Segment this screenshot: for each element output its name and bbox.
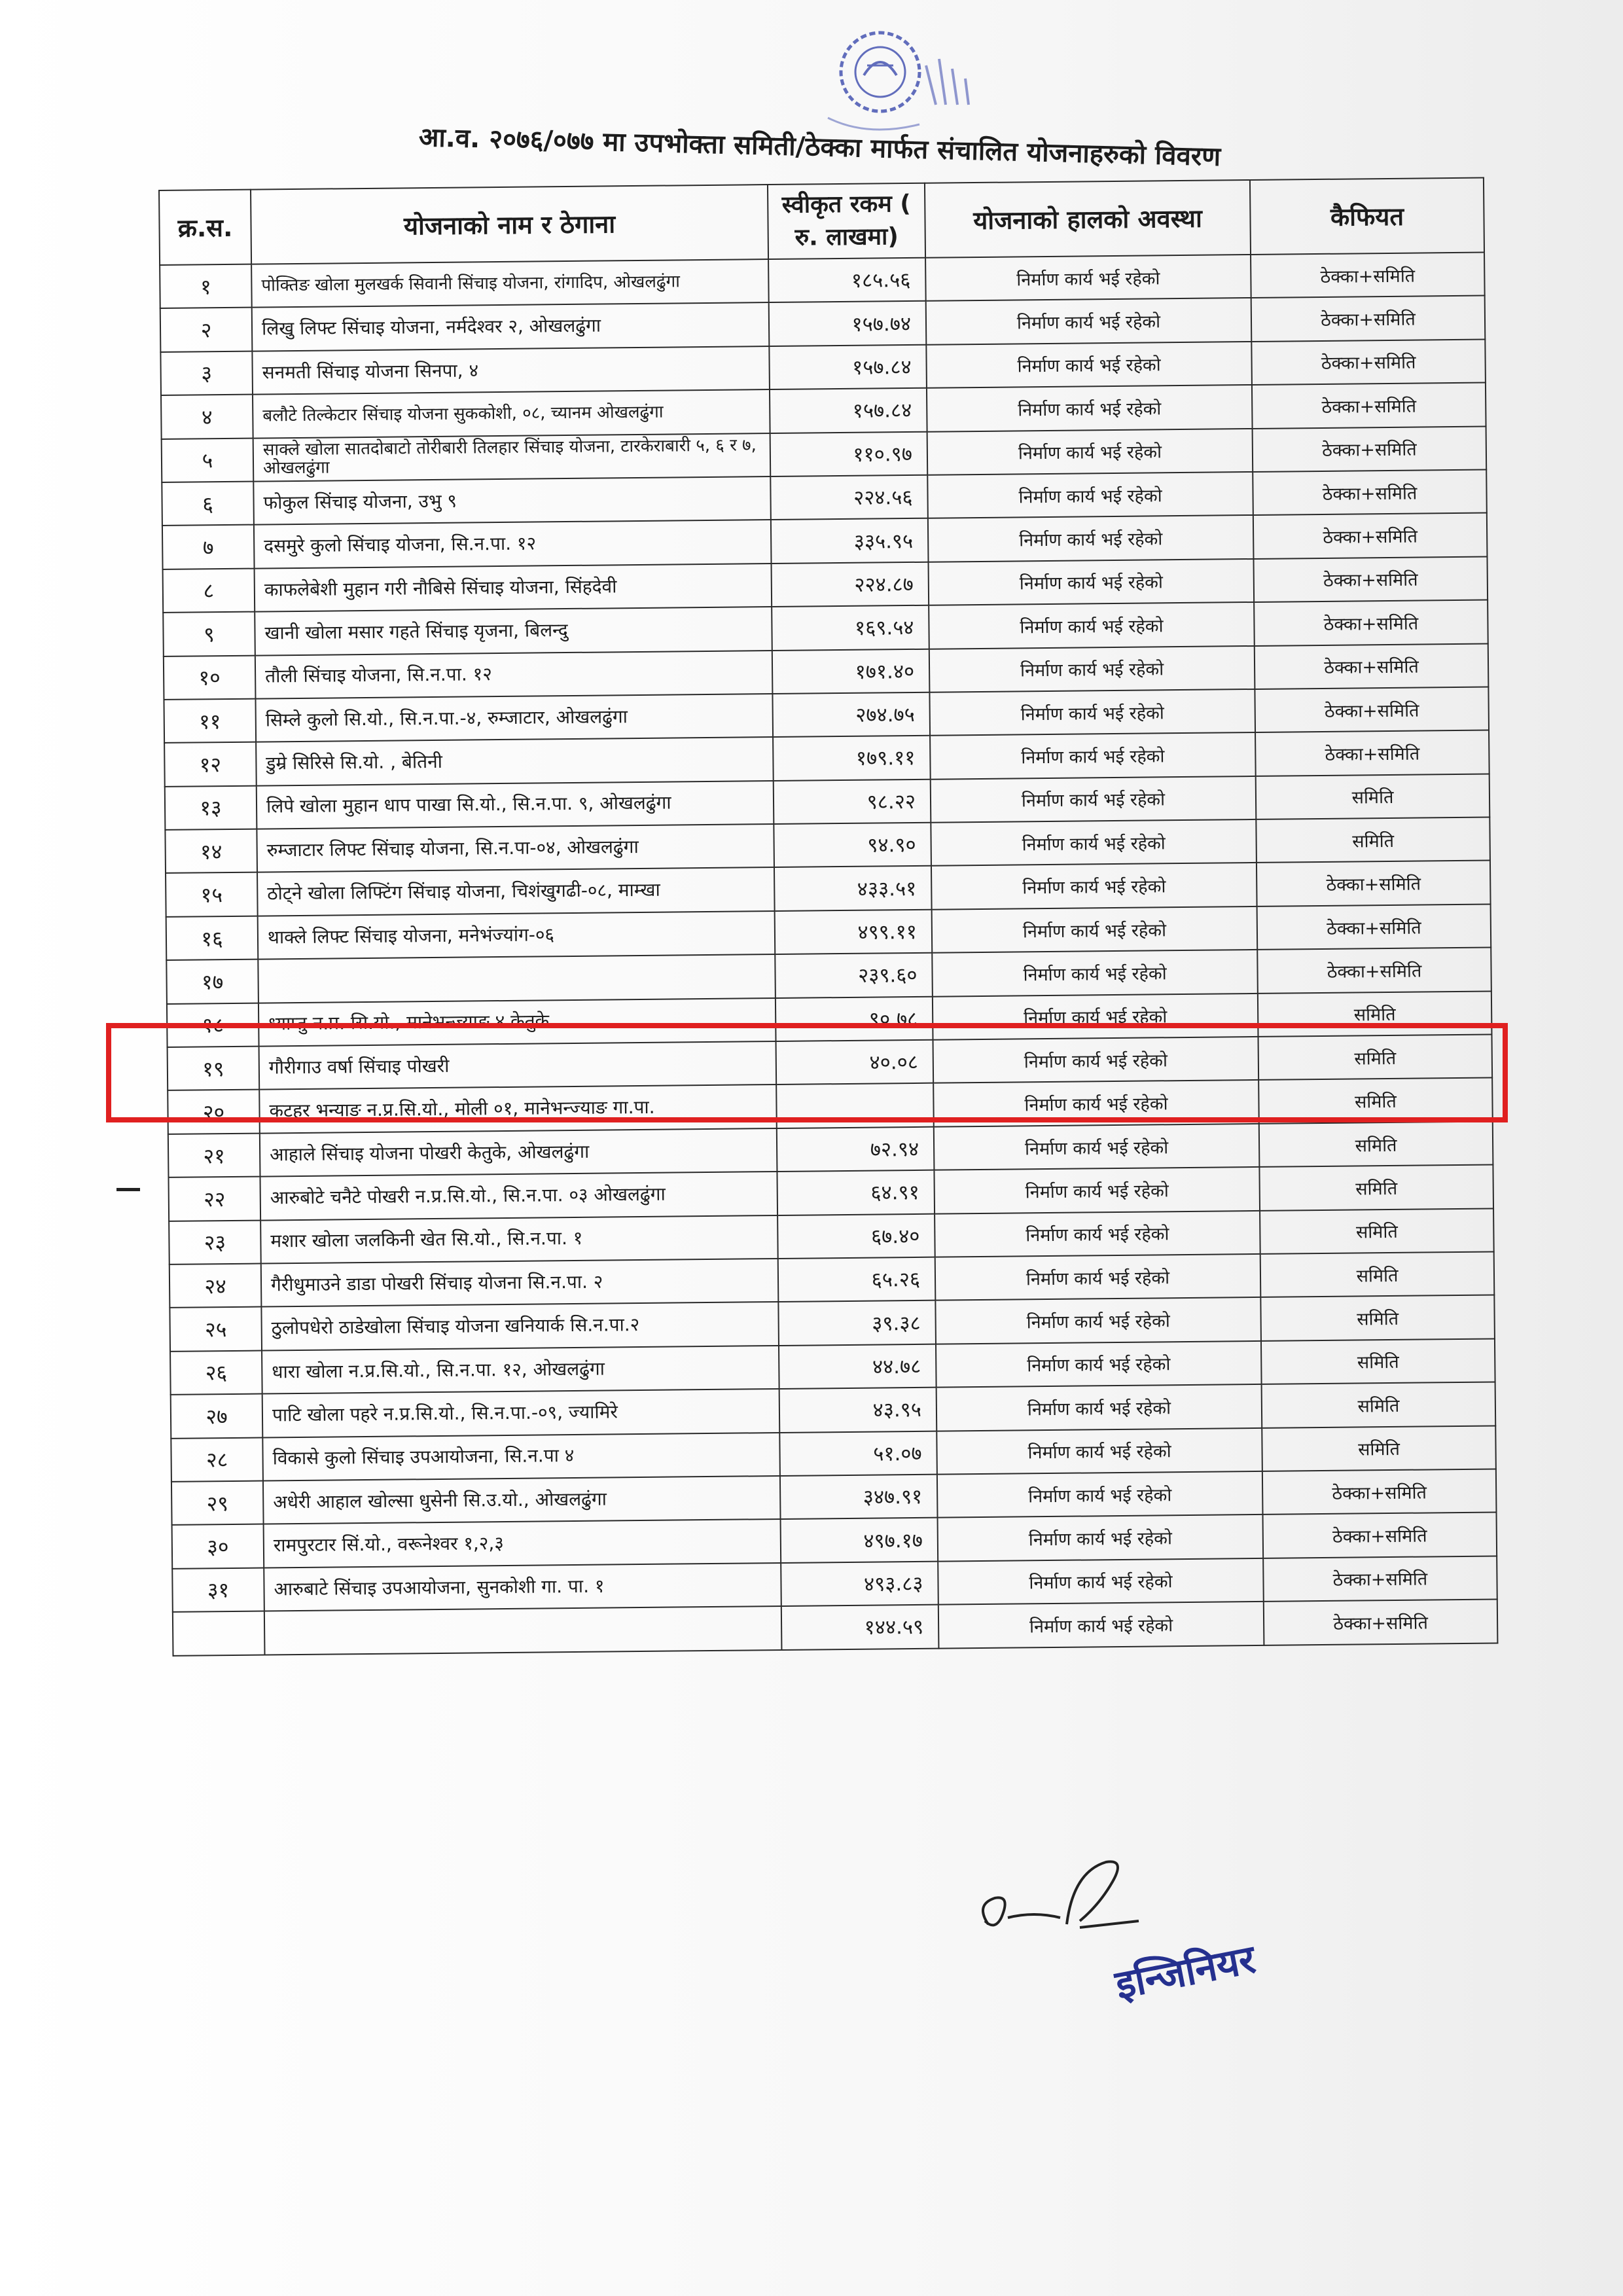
cell-remarks: ठेक्का+समिति <box>1257 948 1491 994</box>
cell-scheme-name <box>258 954 776 1003</box>
cell-remarks: ठेक्का+समिति <box>1255 643 1489 689</box>
table-header-row <box>159 178 1484 265</box>
cell-approved-amount: ६५.२६ <box>778 1257 936 1302</box>
cell-scheme-name: ध्याप्तु न.प्र. सि.यो., मानेभन्ज्याङ ४ केतुके <box>259 998 776 1047</box>
cell-current-status: निर्माण कार्य भई रहेको <box>926 298 1252 344</box>
cell-current-status: निर्माण कार्य भई रहेको <box>936 1341 1262 1388</box>
cell-current-status: निर्माण कार्य भई रहेको <box>936 1427 1262 1474</box>
cell-scheme-name: पाटि खोला पहरे न.प्र.सि.यो., सि.न.पा.-०९, ज्यामिरे <box>262 1389 780 1437</box>
cell-current-status: निर्माण कार्य भई रहेको <box>929 602 1255 649</box>
cell-scheme-name: रामपुरटार सिं.यो., वरूनेश्वर १,२,३ <box>264 1519 781 1568</box>
highlight-rectangle <box>106 1023 1508 1122</box>
cell-remarks: ठेक्का+समिति <box>1264 1600 1498 1645</box>
cell-remarks: समिति <box>1262 1382 1496 1428</box>
cell-remarks: ठेक्का+समिति <box>1263 1556 1497 1602</box>
cell-approved-amount: ९०.७८ <box>776 996 933 1041</box>
cell-approved-amount: ४९७.१७ <box>781 1518 938 1563</box>
cell-serial-number: १३ <box>165 785 257 830</box>
cell-current-status: निर्माण कार्य भई रहेको <box>936 1384 1262 1431</box>
cell-scheme-name: ठोट्ने खोला लिफ्टिंग सिंचाइ योजना, चिशंखुगढी-०८, माम्खा <box>257 867 775 916</box>
cell-remarks: समिति <box>1258 1035 1492 1081</box>
cell-serial-number: ५ <box>162 438 254 482</box>
office-seal-stamp <box>802 20 998 144</box>
cell-scheme-name <box>264 1606 782 1655</box>
cell-scheme-name: काफलेबेशी मुहान गरी नौबिसे सिंचाइ योजना, सिंहदेवी <box>255 564 772 612</box>
cell-approved-amount: ६७.४० <box>777 1213 935 1259</box>
schemes-table-container <box>158 177 1497 1657</box>
cell-remarks: ठेक्का+समिति <box>1253 513 1488 559</box>
cell-serial-number: ३ <box>160 351 253 395</box>
cell-scheme-name: तौली सिंचाइ योजना, सि.न.पा. १२ <box>255 651 773 699</box>
cell-approved-amount: २३९.६० <box>775 953 933 998</box>
cell-approved-amount: ५१.०७ <box>779 1431 937 1476</box>
cell-serial-number: २४ <box>169 1264 262 1308</box>
cell-approved-amount: २२४.८७ <box>772 562 929 607</box>
cell-current-status: निर्माण कार्य भई रहेको <box>932 950 1258 996</box>
cell-remarks: समिति <box>1260 1208 1494 1254</box>
cell-current-status: निर्माण कार्य भई रहेको <box>927 472 1253 518</box>
cell-serial-number: ३० <box>172 1524 264 1569</box>
cell-approved-amount: १७९.११ <box>773 736 931 781</box>
cell-serial-number: २२ <box>168 1177 260 1221</box>
cell-approved-amount: ११०.९७ <box>770 431 928 476</box>
cell-remarks: ठेक्का+समिति <box>1251 253 1485 298</box>
cell-remarks: ठेक्का+समिति <box>1253 556 1488 602</box>
cell-current-status: निर्माण कार्य भई रहेको <box>929 559 1255 605</box>
cell-approved-amount: ९८.२२ <box>774 779 931 824</box>
cell-scheme-name: धारा खोला न.प्र.सि.यो., सि.न.पा. १२, ओखलढुंगा <box>262 1346 779 1394</box>
cell-approved-amount: २७४.७५ <box>772 692 930 738</box>
cell-current-status: निर्माण कार्य भई रहेको <box>929 689 1255 736</box>
cell-scheme-name: आरुबोटे चनैटे पोखरी न.प्र.सि.यो., सि.न.पा. ०३ ओखलढुंगा <box>260 1172 777 1220</box>
cell-serial-number: १७ <box>166 960 259 1004</box>
cell-serial-number: ३१ <box>172 1568 264 1612</box>
cell-remarks: ठेक्का+समिति <box>1252 383 1486 429</box>
header-serial-number: क्र.स. <box>159 190 251 265</box>
cell-approved-amount: ४४.७८ <box>779 1344 936 1389</box>
cell-approved-amount: ३४७.९१ <box>780 1475 938 1520</box>
cell-serial-number: २५ <box>169 1307 262 1352</box>
cell-current-status: निर्माण कार्य भई रहेको <box>934 1167 1260 1213</box>
handwritten-signature <box>969 1846 1152 1970</box>
cell-scheme-name: बलौटे तिल्केटार सिंचाइ योजना सुककोशी, ०८, च्यानम ओखलढुंगा <box>253 389 770 438</box>
cell-remarks: ठेक्का+समिति <box>1257 861 1491 906</box>
cell-approved-amount: १५७.८४ <box>770 388 927 433</box>
cell-scheme-name: लिखु लिफ्ट सिंचाइ योजना, नर्मदेश्वर २, ओखलढुंगा <box>252 302 770 351</box>
cell-approved-amount: ७२.९४ <box>777 1127 935 1172</box>
cell-serial-number: २९ <box>171 1480 264 1525</box>
cell-serial-number: २७ <box>171 1394 263 1439</box>
cell-approved-amount: २२४.५६ <box>770 475 928 520</box>
cell-scheme-name: लिपे खोला मुहान धाप पाखा सि.यो., सि.न.पा. ९, ओखलढुंगा <box>257 781 774 829</box>
cell-remarks: समिति <box>1260 1295 1495 1341</box>
cell-approved-amount: १५७.८४ <box>769 345 927 390</box>
header-approved-amount: स्वीकृत रकम ( रु. लाखमा) <box>768 183 925 259</box>
cell-current-status: निर्माण कार्य भई रहेको <box>935 1211 1260 1257</box>
cell-serial-number: १५ <box>166 872 258 917</box>
cell-approved-amount: ६४.९१ <box>777 1170 935 1215</box>
cell-serial-number: २१ <box>168 1133 260 1177</box>
cell-serial-number: २३ <box>169 1220 261 1265</box>
cell-scheme-name: रुम्जाटार लिफ्ट सिंचाइ योजना, सि.न.पा-०४, ओखलढुंगा <box>257 824 774 872</box>
cell-remarks: समिति <box>1256 774 1490 819</box>
cell-serial-number: १८ <box>167 1003 259 1047</box>
cell-current-status: निर्माण कार्य भई रहेको <box>933 1080 1259 1126</box>
cell-current-status: निर्माण कार्य भई रहेको <box>935 1254 1261 1300</box>
cell-current-status: निर्माण कार्य भई रहेको <box>926 342 1252 388</box>
cell-current-status: निर्माण कार्य भई रहेको <box>935 1297 1261 1344</box>
cell-remarks: ठेक्का+समिति <box>1262 1469 1497 1515</box>
cell-current-status: निर्माण कार्य भई रहेको <box>929 645 1255 692</box>
cell-scheme-name: पोक्तिङ खोला मुलखर्क सिवानी सिंचाइ योजना, रांगादिप, ओखलढुंगा <box>251 259 769 308</box>
cell-scheme-name: गैरीधुमाउने डाडा पोखरी सिंचाइ योजना सि.न.पा. २ <box>261 1259 779 1307</box>
cell-scheme-name: थाक्ले लिफ्ट सिंचाइ योजना, मनेभंज्यांग-०६ <box>258 911 776 960</box>
cell-current-status: निर्माण कार्य भई रहेको <box>931 819 1257 866</box>
cell-current-status: निर्माण कार्य भई रहेको <box>934 1124 1260 1170</box>
cell-scheme-name: गौरीगाउ वर्षा सिंचाइ पोखरी <box>259 1041 777 1090</box>
cell-remarks: ठेक्का+समिति <box>1263 1513 1497 1558</box>
cell-remarks: समिति <box>1259 1165 1493 1211</box>
cell-approved-amount: ४०.०८ <box>776 1040 934 1085</box>
cell-scheme-name: सिम्ले कुलो सि.यो., सि.न.पा.-४, रुम्जाटार, ओखलढुंगा <box>255 694 773 742</box>
cell-serial-number: १२ <box>164 742 257 787</box>
cell-serial-number: १६ <box>166 916 259 960</box>
cell-current-status: निर्माण कार्य भई रहेको <box>938 1558 1264 1605</box>
cell-current-status: निर्माण कार्य भई रहेको <box>930 732 1256 779</box>
cell-current-status: निर्माण कार्य भई रहेको <box>928 515 1254 562</box>
cell-approved-amount: १४४.५९ <box>781 1605 939 1650</box>
cell-approved-amount: ४९३.८३ <box>781 1561 938 1606</box>
cell-scheme-name: साक्ले खोला सातदोबाटो तोरीबारी तिलहार सिंचाइ योजना, टारकेराबारी ५, ६ र ७, ओखलढुंगा <box>253 433 771 482</box>
header-scheme-name: योजनाको नाम र ठेगाना <box>251 185 768 264</box>
designation-stamp: इन्जिनियर <box>1111 1936 1259 2009</box>
cell-remarks: ठेक्का+समिति <box>1251 296 1486 342</box>
cell-serial-number: २० <box>168 1090 260 1134</box>
header-remarks: कैफियत <box>1250 178 1484 255</box>
cell-remarks: ठेक्का+समिति <box>1253 426 1487 472</box>
cell-current-status: निर्माण कार्य भई रहेको <box>932 906 1258 953</box>
header-current-status: योजनाको हालको अवस्था <box>925 180 1251 258</box>
cell-current-status: निर्माण कार्य भई रहेको <box>937 1471 1263 1518</box>
cell-current-status: निर्माण कार्य भई रहेको <box>933 1037 1259 1083</box>
cell-current-status: निर्माण कार्य भई रहेको <box>931 863 1257 909</box>
cell-remarks: ठेक्का+समिति <box>1257 904 1491 950</box>
cell-serial-number: ९ <box>163 612 255 656</box>
cell-current-status: निर्माण कार्य भई रहेको <box>927 385 1253 431</box>
cell-serial-number: १० <box>164 655 256 700</box>
document-title: आ.व. २०७६/०७७ मा उपभोक्ता समिती/ठेक्का मार्फत संचालित योजनाहरुको विवरण <box>418 122 1221 172</box>
cell-approved-amount: १५७.७४ <box>769 301 927 346</box>
cell-scheme-name: आहाले सिंचाइ योजना पोखरी केतुके, ओखलढुंगा <box>260 1128 777 1177</box>
cell-scheme-name: विकासे कुलो सिंचाइ उपआयोजना, सि.न.पा ४ <box>262 1433 780 1481</box>
schemes-table <box>158 177 1498 1657</box>
cell-serial-number: १४ <box>165 829 257 874</box>
cell-remarks: ठेक्का+समिति <box>1255 730 1489 776</box>
cell-current-status: निर्माण कार्य भई रहेको <box>931 776 1257 823</box>
table-body <box>160 253 1497 1656</box>
cell-serial-number: ११ <box>164 699 256 744</box>
cell-current-status: निर्माण कार्य भई रहेको <box>938 1602 1264 1648</box>
cell-remarks: ठेक्का+समिति <box>1255 687 1489 732</box>
cell-serial-number: ६ <box>162 482 254 526</box>
cell-scheme-name: ठुलोपधेरो ठाडेखोला सिंचाइ योजना खनियार्क सि.न.पा.२ <box>261 1302 779 1350</box>
cell-approved-amount: ९४.९० <box>774 823 931 868</box>
cell-serial-number: ७ <box>162 525 255 569</box>
cell-approved-amount: ४३३.५१ <box>774 866 932 911</box>
cell-serial-number: १९ <box>168 1047 260 1091</box>
cell-scheme-name: डुम्रे सिरिसे सि.यो. , बेतिनी <box>256 737 774 785</box>
cell-remarks: समिति <box>1262 1426 1496 1471</box>
margin-dash-mark <box>116 1188 140 1191</box>
cell-approved-amount: ३९.३८ <box>778 1300 936 1346</box>
cell-remarks: समिति <box>1259 1121 1493 1167</box>
cell-scheme-name: आरुबाटे सिंचाइ उपआयोजना, सुनकोशी गा. पा. १ <box>264 1563 781 1611</box>
cell-serial-number: २ <box>160 308 253 352</box>
cell-remarks: समिति <box>1258 991 1492 1037</box>
cell-current-status: निर्माण कार्य भई रहेको <box>938 1515 1264 1561</box>
cell-approved-amount: ४९९.११ <box>775 910 933 955</box>
cell-scheme-name: कटहर भन्याङ न.प्र.सि.यो., मोली ०१, मानेभन्ज्याङ गा.पा. <box>259 1085 777 1133</box>
cell-current-status: निर्माण कार्य भई रहेको <box>925 255 1251 301</box>
cell-approved-amount: ३३५.९५ <box>771 518 929 564</box>
cell-serial-number: १ <box>160 264 252 309</box>
cell-current-status: निर्माण कार्य भई रहेको <box>933 994 1258 1040</box>
cell-current-status: निर्माण कार्य भई रहेको <box>927 429 1253 475</box>
cell-approved-amount: ४३.९५ <box>779 1388 937 1433</box>
cell-serial-number: ८ <box>163 568 255 613</box>
cell-serial-number: २६ <box>170 1350 262 1395</box>
cell-remarks: समिति <box>1261 1338 1495 1384</box>
cell-serial-number <box>173 1611 265 1656</box>
cell-scheme-name: मशार खोला जलकिनी खेत सि.यो., सि.न.पा. १ <box>260 1215 778 1264</box>
cell-approved-amount: १८५.५६ <box>768 258 926 303</box>
cell-serial-number: २८ <box>171 1437 263 1482</box>
cell-remarks: समिति <box>1260 1251 1495 1297</box>
cell-approved-amount: १६९.५४ <box>772 605 929 651</box>
cell-serial-number: ४ <box>161 395 253 439</box>
cell-scheme-name: फोकुल सिंचाइ योजना, उभु ९ <box>253 476 771 525</box>
cell-remarks: ठेक्का+समिति <box>1251 339 1486 385</box>
cell-scheme-name: दसमुरे कुलो सिंचाइ योजना, सि.न.पा. १२ <box>254 520 772 568</box>
cell-remarks: समिति <box>1256 817 1490 863</box>
cell-remarks: समिति <box>1258 1078 1493 1124</box>
cell-remarks: ठेक्का+समिति <box>1254 600 1488 646</box>
cell-scheme-name: अधेरी आहाल खोल्सा धुसेनी सि.उ.यो., ओखलढुंगा <box>263 1476 781 1524</box>
cell-remarks: ठेक्का+समिति <box>1253 469 1487 515</box>
cell-approved-amount: १७१.४० <box>772 649 930 694</box>
cell-scheme-name: सनमती सिंचाइ योजना सिनपा, ४ <box>252 346 770 395</box>
cell-scheme-name: खानी खोला मसार गहते सिंचाइ यृजना, बिलन्दु <box>255 607 772 655</box>
